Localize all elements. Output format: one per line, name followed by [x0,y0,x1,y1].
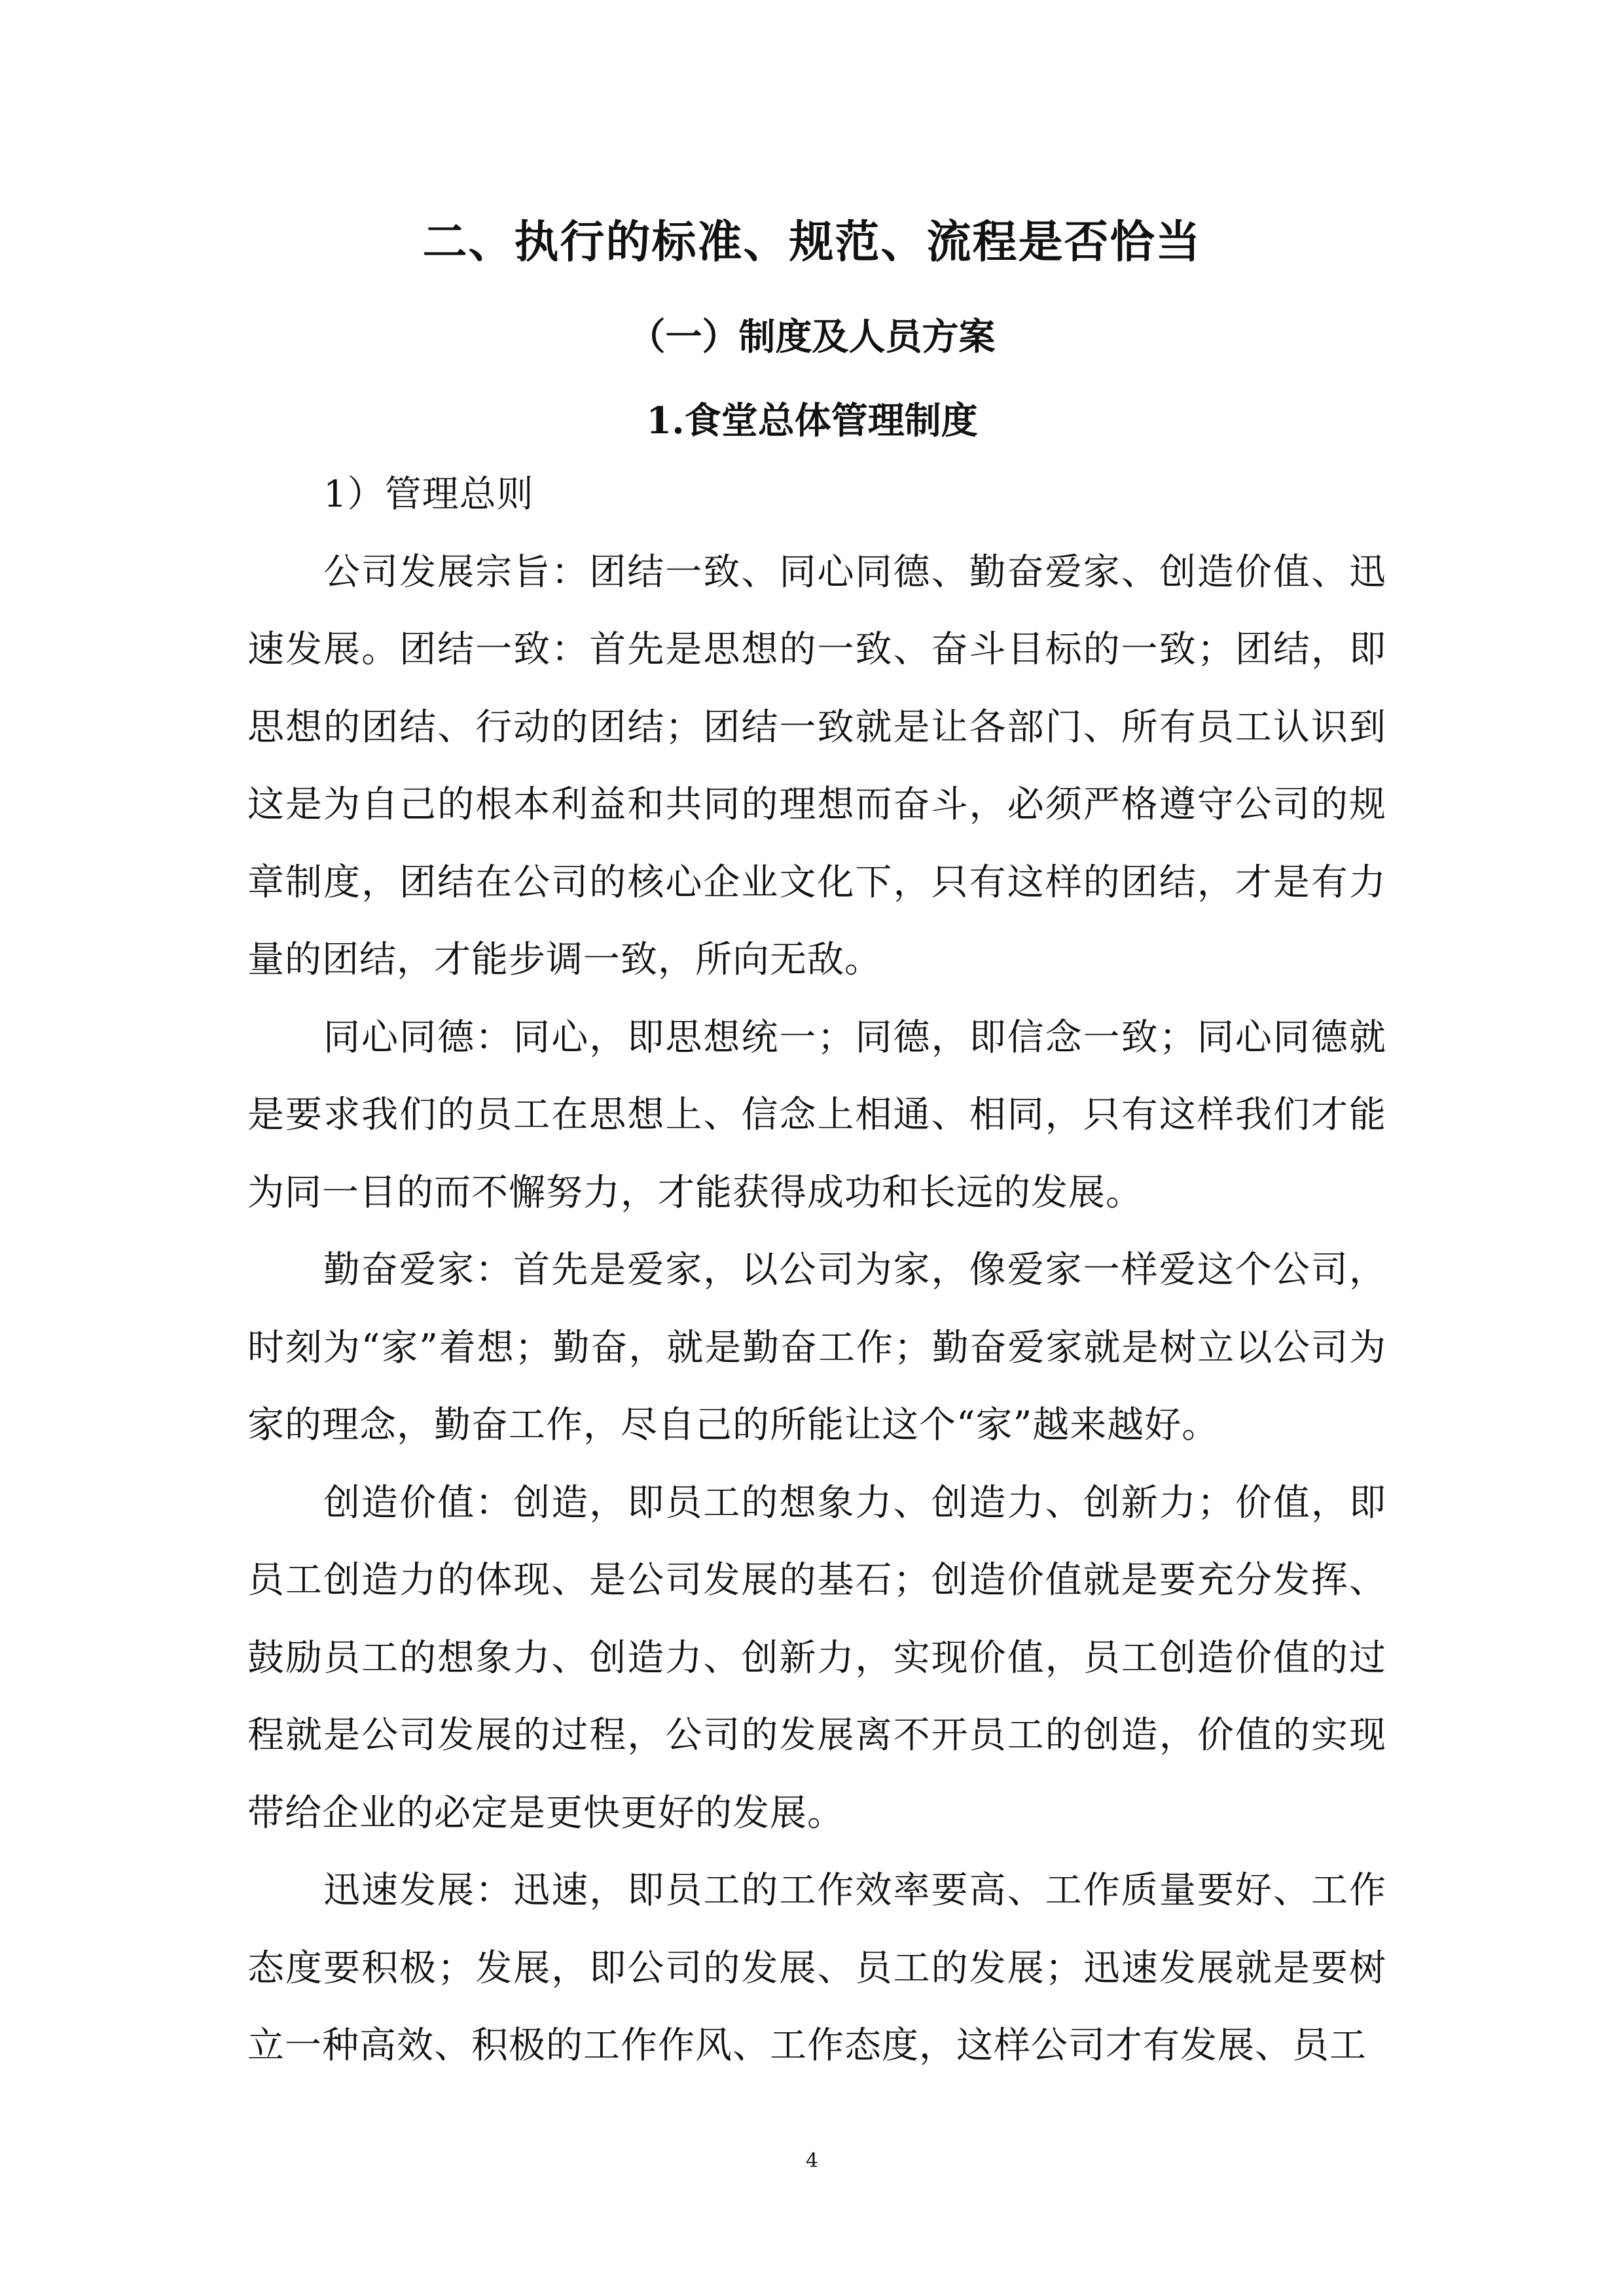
body-text [247,456,1386,2085]
section-heading: （一）制度及人员方案 [628,315,996,359]
paragraph-create-value: 创造价值：创造，即员工的想象力、创造力、创新力；价值，即员工创造力的体现、是公司发展的基石；创造价值就是要充分发挥、鼓励员工的想象力、创造力、创新力，实现价值，员工创造价值的过程就是公司发展的过程，公司的发展离不开员工的创造，价值的实现带给企业的必定是更快更好的发展。 [247,1481,1386,1835]
main-heading: 二、执行的标准、规范、流程是否恰当 [422,216,1202,268]
paragraph-company-purpose: 公司发展宗旨：团结一致、同心同德、勤奋爱家、创造价值、迅速发展。团结一致：首先是思想的一致、奋斗目标的一致；团结，即思想的团结、行动的团结；团结一致就是让各部门、所有员工认识到这是为自己的根本利益和共同的理想而奋斗，必须严格遵守公司的规章制度，团结在公司的核心企业文化下，只有这样的团结，才是有力量的团结，才能步调一致，所向无敌。 [247,550,1386,981]
paragraph-management-principles: 1）管理总则 [323,473,534,516]
paragraph-diligence: 勤奋爱家：首先是爱家，以公司为家，像爱家一样爱这个公司，时刻为“家”着想；勤奋，就是勤奋工作；勤奋爱家就是树立以公司为家的理念，勤奋工作，尽自己的所能让这个“家”越来越好。 [247,1249,1386,1446]
page-number: 4 [805,2149,819,2172]
subsection-heading: 1.食堂总体管理制度 [646,399,978,442]
paragraph-rapid-development: 迅速发展：迅速，即员工的工作效率要高、工作质量要好、工作态度要积极；发展，即公司的发展、员工的发展；迅速发展就是要树立一种高效、积极的工作作风、工作态度，这样公司才有发展、员工 [247,1869,1386,2067]
paragraph-unity-of-mind: 同心同德：同心，即思想统一；同德，即信念一致；同心同德就是要求我们的员工在思想上、信念上相通、相同，只有这样我们才能为同一目的而不懈努力，才能获得成功和长远的发展。 [247,1016,1386,1214]
